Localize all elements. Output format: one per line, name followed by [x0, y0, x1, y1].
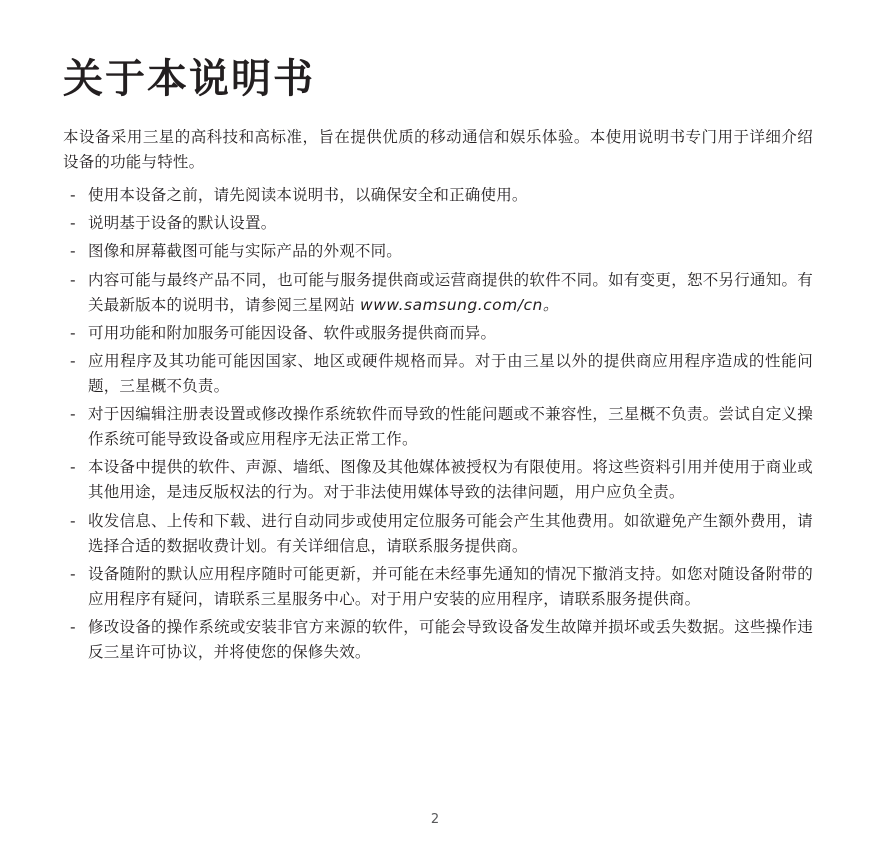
list-item: [63, 239, 813, 264]
bullet-list: [63, 183, 813, 665]
page-number: 2: [430, 812, 440, 827]
bullet-marker: -: [70, 617, 76, 636]
page-content: [63, 55, 813, 668]
page-title: 关于本说明书: [63, 56, 315, 102]
list-item: [63, 321, 813, 346]
list-item: [63, 615, 813, 665]
list-item: [63, 268, 813, 318]
list-item-text: 可用功能和附加服务可能因设备、软件或服务提供商而异。: [88, 323, 497, 342]
bullet-marker: -: [70, 323, 76, 342]
list-item: [63, 349, 813, 399]
list-item: [63, 455, 813, 505]
list-item-text: 本设备中提供的软件、声源、墙纸、图像及其他媒体被授权为有限使用。将这些资料引用并使用于商业或其他用途，是违反版权法的行为。对于非法使用媒体导致的法律问题，用户应负全责。: [88, 458, 813, 502]
bullet-marker: -: [70, 564, 76, 583]
list-item: [63, 211, 813, 236]
list-item: [63, 183, 813, 208]
list-item-text: 图像和屏幕截图可能与实际产品的外观不同。: [88, 242, 403, 261]
list-item-text: 应用程序及其功能可能因国家、地区或硬件规格而异。对于由三星以外的提供商应用程序造成的性能问题，三星概不负责。: [88, 351, 813, 395]
bullet-marker: -: [70, 351, 76, 370]
list-item: [63, 562, 813, 612]
list-item-text: 修改设备的操作系统或安装非官方来源的软件，可能会导致设备发生故障并损坏或丢失数据。这些操作违反三星许可协议，并将使您的保修失效。: [88, 617, 813, 662]
list-item-text: 使用本设备之前，请先阅读本说明书，以确保安全和正确使用。: [88, 186, 528, 205]
bullet-marker: -: [70, 511, 76, 530]
list-item: [63, 509, 813, 559]
bullet-marker: -: [70, 186, 76, 205]
list-item-text: [88, 268, 813, 318]
bullet-marker: -: [70, 214, 76, 233]
list-item-text: 收发信息、上传和下载、进行自动同步或使用定位服务可能会产生其他费用。如欲避免产生额外费用，请选择合适的数据收费计划。有关详细信息，请联系服务提供商。: [88, 511, 813, 555]
list-item-body: 内容可能与最终产品不同，也可能与服务提供商或运营商提供的软件不同。如有变更，恕不另行通知。有关最新版本的说明书，请参阅三星网站: [88, 270, 813, 314]
list-item-text: 对于因编辑注册表设置或修改操作系统软件而导致的性能问题或不兼容性，三星概不负责。尝试自定义操作系统可能导致设备或应用程序无法正常工作。: [88, 405, 813, 449]
samsung-website-link[interactable]: www.samsung.com/cn。: [360, 295, 559, 314]
bullet-marker: -: [70, 405, 76, 424]
intro-paragraph: 本设备采用三星的高科技和高标准，旨在提供优质的移动通信和娱乐体验。本使用说明书专门用于详细介绍设备的功能与特性。: [63, 128, 813, 172]
bullet-marker: -: [70, 242, 76, 261]
bullet-marker: -: [70, 270, 76, 289]
bullet-marker: -: [70, 458, 76, 477]
list-item: [63, 402, 813, 452]
list-item-text: 说明基于设备的默认设置。: [88, 214, 277, 233]
list-item-text: 设备随附的默认应用程序随时可能更新，并可能在未经事先通知的情况下撤消支持。如您对随设备附带的应用程序有疑问，请联系三星服务中心。对于用户安装的应用程序，请联系服务提供商。: [88, 564, 813, 608]
